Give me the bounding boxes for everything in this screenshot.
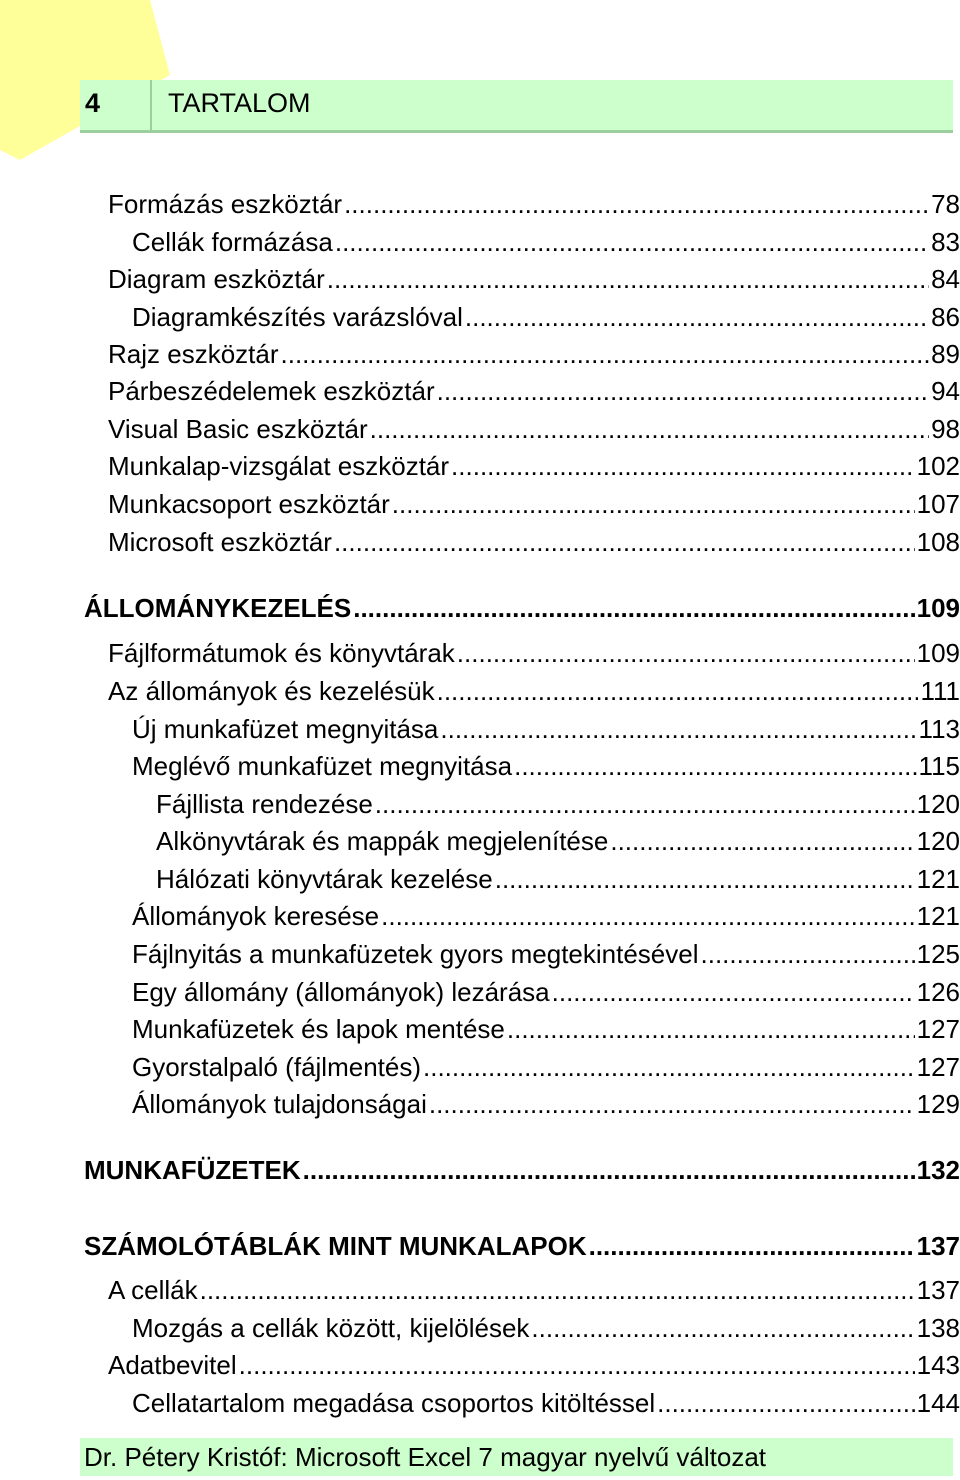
toc-dot-leader — [392, 486, 915, 522]
toc-entry[interactable] — [132, 974, 960, 1010]
toc-entry[interactable] — [108, 635, 960, 671]
toc-entry-page: 143 — [916, 1350, 960, 1380]
toc-entry-page: 129 — [916, 1089, 960, 1119]
toc-dot-leader — [507, 1011, 915, 1047]
toc-entry-title: Fájlnyitás a munkafüzetek gyors megtekintésével — [132, 939, 699, 969]
toc-entry-title: Cellatartalom megadása csoportos kitöltéssel — [132, 1388, 656, 1418]
toc-entry-page: 126 — [916, 977, 960, 1007]
toc-dot-leader — [451, 448, 915, 484]
toc-entry-page: 107 — [916, 489, 960, 519]
toc-entry-title: Rajz eszköztár — [108, 339, 279, 369]
toc-entry-page: 108 — [916, 527, 960, 557]
toc-entry[interactable] — [132, 299, 960, 335]
toc-entry-title: Állományok keresése — [132, 901, 380, 931]
toc-entry-title: Munkalap-vizsgálat eszköztár — [108, 451, 450, 481]
toc-entry-page: 84 — [931, 264, 960, 294]
toc-dot-leader — [335, 224, 929, 260]
toc-entry[interactable] — [132, 898, 960, 934]
toc-entry-title: Állományok tulajdonságai — [132, 1089, 427, 1119]
toc-dot-leader — [375, 786, 915, 822]
toc-entry[interactable] — [156, 786, 960, 822]
toc-entry[interactable] — [156, 823, 960, 859]
toc-entry-title: Formázás eszköztár — [108, 189, 343, 219]
toc-entry-title: Munkacsoport eszköztár — [108, 489, 390, 519]
toc-entry-title: Hálózati könyvtárak kezelése — [156, 864, 493, 894]
toc-entry[interactable] — [132, 1385, 960, 1421]
toc-entry-title: Alkönyvtárak és mappák megjelenítése — [156, 826, 609, 856]
toc-entry-page: 138 — [916, 1313, 960, 1343]
page-footer — [80, 1438, 953, 1476]
toc-entry-page: 111 — [920, 676, 960, 706]
toc-entry-page: 120 — [916, 789, 960, 819]
toc-entry-page: 78 — [931, 189, 960, 219]
toc-entry[interactable] — [108, 1272, 960, 1308]
toc-entry-title: Diagramkészítés varázslóval — [132, 302, 463, 332]
toc-entry-page: 109 — [916, 638, 960, 668]
toc-entry-page: 127 — [916, 1014, 960, 1044]
toc-entry-title: Mozgás a cellák között, kijelölések — [132, 1313, 530, 1343]
toc-dot-leader — [610, 823, 914, 859]
toc-chapter-entry[interactable] — [84, 590, 960, 626]
toc-dot-leader — [429, 1086, 915, 1122]
toc-entry[interactable] — [108, 1347, 960, 1383]
toc-entry[interactable] — [108, 486, 960, 522]
toc-dot-leader — [344, 186, 929, 222]
toc-dot-leader — [531, 1310, 914, 1346]
toc-entry-page: 137 — [916, 1231, 960, 1261]
toc-entry[interactable] — [156, 861, 960, 897]
toc-entry[interactable] — [132, 1049, 960, 1085]
toc-dot-leader — [303, 1152, 915, 1188]
toc-dot-leader — [437, 673, 919, 709]
toc-entry-page: 109 — [916, 593, 960, 623]
page-number: 4 — [85, 88, 101, 118]
footer-text: Dr. Pétery Kristóf: Microsoft Excel 7 magyar nyelvű változat — [84, 1442, 767, 1472]
toc-dot-leader — [200, 1272, 915, 1308]
toc-entry-title: Meglévő munkafüzet megnyitása — [132, 751, 513, 781]
toc-entry-title: Az állományok és kezelésük — [108, 676, 435, 706]
toc-entry[interactable] — [108, 411, 960, 447]
toc-entry-title: Fájllista rendezése — [156, 789, 373, 819]
toc-entry-title: Microsoft eszköztár — [108, 527, 332, 557]
toc-entry-title: Cellák formázása — [132, 227, 333, 257]
toc-entry-page: 83 — [931, 227, 960, 257]
toc-entry[interactable] — [108, 373, 960, 409]
toc-entry-title: ÁLLOMÁNYKEZELÉS — [84, 593, 352, 623]
toc-entry[interactable] — [132, 224, 960, 260]
toc-entry-title: Fájlformátumok és könyvtárak — [108, 638, 455, 668]
header-title: TARTALOM — [168, 88, 311, 118]
toc-entry[interactable] — [108, 186, 960, 222]
toc-entry-page: 89 — [931, 339, 960, 369]
toc-entry-page: 94 — [931, 376, 960, 406]
toc-dot-leader — [381, 898, 914, 934]
toc-entry-page: 137 — [916, 1275, 960, 1305]
toc-entry-title: Visual Basic eszköztár — [108, 414, 368, 444]
toc-entry-page: 132 — [916, 1155, 960, 1185]
toc-entry-page: 144 — [916, 1388, 960, 1418]
toc-dot-leader — [239, 1347, 915, 1383]
toc-entry-title: Párbeszédelemek eszköztár — [108, 376, 435, 406]
toc-entry[interactable] — [132, 1011, 960, 1047]
toc-dot-leader — [423, 1049, 915, 1085]
toc-dot-leader — [440, 711, 916, 747]
toc-entry-title: Diagram eszköztár — [108, 264, 325, 294]
toc-entry-title: MUNKAFÜZETEK — [84, 1155, 301, 1185]
toc-entry-page: 115 — [918, 751, 960, 781]
toc-dot-leader — [281, 336, 930, 372]
toc-entry-title: Adatbevitel — [108, 1350, 237, 1380]
toc-dot-leader — [327, 261, 929, 297]
toc-entry[interactable] — [132, 1086, 960, 1122]
toc-entry-page: 125 — [916, 939, 960, 969]
toc-entry-title: Gyorstalpaló (fájlmentés) — [132, 1052, 421, 1082]
toc-entry-page: 98 — [931, 414, 960, 444]
toc-dot-leader — [334, 524, 915, 560]
toc-entry[interactable] — [132, 748, 960, 784]
toc-entry-page: 113 — [918, 714, 960, 744]
toc-entry-page: 121 — [916, 864, 960, 894]
toc-chapter-entry[interactable] — [84, 1228, 960, 1264]
toc-entry-title: Munkafüzetek és lapok mentése — [132, 1014, 505, 1044]
toc-entry[interactable] — [108, 448, 960, 484]
toc-entry[interactable] — [132, 936, 960, 972]
toc-entry-page: 127 — [916, 1052, 960, 1082]
toc-entry-page: 102 — [916, 451, 960, 481]
toc-dot-leader — [514, 748, 916, 784]
toc-dot-leader — [589, 1228, 915, 1264]
toc-entry-title: Egy állomány (állományok) lezárása — [132, 977, 550, 1007]
toc-entry-title: Új munkafüzet megnyitása — [132, 714, 439, 744]
toc-dot-leader — [437, 373, 929, 409]
toc-entry[interactable] — [132, 711, 960, 747]
toc-entry[interactable] — [132, 1310, 960, 1346]
toc-entry[interactable] — [108, 336, 960, 372]
toc-dot-leader — [465, 299, 929, 335]
toc-dot-leader — [552, 974, 915, 1010]
toc-dot-leader — [457, 635, 915, 671]
toc-entry-page: 86 — [931, 302, 960, 332]
toc-entry-title: A cellák — [108, 1275, 198, 1305]
toc-entry[interactable] — [108, 261, 960, 297]
toc-dot-leader — [657, 1385, 914, 1421]
toc-dot-leader — [701, 936, 915, 972]
toc-dot-leader — [495, 861, 915, 897]
toc-dot-leader — [353, 590, 914, 626]
toc-entry[interactable] — [108, 673, 960, 709]
toc-dot-leader — [370, 411, 929, 447]
toc-chapter-entry[interactable] — [84, 1152, 960, 1188]
toc-entry[interactable] — [108, 524, 960, 560]
toc-entry-page: 120 — [916, 826, 960, 856]
toc-entry-title: SZÁMOLÓTÁBLÁK MINT MUNKALAPOK — [84, 1231, 587, 1261]
toc-entry-page: 121 — [916, 901, 960, 931]
